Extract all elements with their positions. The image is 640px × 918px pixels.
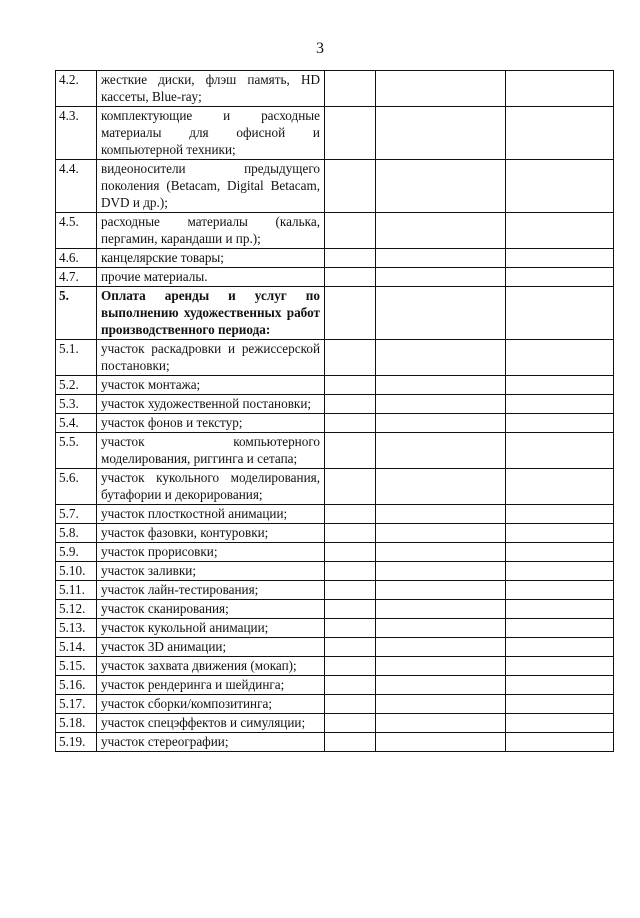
amount-cell-c xyxy=(506,107,614,160)
amount-cell-b xyxy=(376,71,506,107)
amount-cell-b xyxy=(376,287,506,340)
row-description: участок рендеринга и шейдинга; xyxy=(97,676,325,695)
table-row xyxy=(56,581,614,600)
amount-cell-c xyxy=(506,581,614,600)
amount-cell-a xyxy=(325,414,376,433)
row-number: 5.19. xyxy=(56,733,97,752)
row-description: участок захвата движения (мокап); xyxy=(97,657,325,676)
amount-cell-b xyxy=(376,543,506,562)
row-description: участок 3D анимации; xyxy=(97,638,325,657)
amount-cell-a xyxy=(325,395,376,414)
table-row xyxy=(56,714,614,733)
row-number: 4.3. xyxy=(56,107,97,160)
table-row xyxy=(56,414,614,433)
row-number: 5.7. xyxy=(56,505,97,524)
table-row xyxy=(56,524,614,543)
amount-cell-c xyxy=(506,562,614,581)
row-description: участок сканирования; xyxy=(97,600,325,619)
amount-cell-c xyxy=(506,714,614,733)
row-number: 4.5. xyxy=(56,213,97,249)
row-number: 5.14. xyxy=(56,638,97,657)
amount-cell-b xyxy=(376,600,506,619)
amount-cell-b xyxy=(376,213,506,249)
amount-cell-c xyxy=(506,733,614,752)
amount-cell-c xyxy=(506,469,614,505)
row-description: прочие материалы. xyxy=(97,268,325,287)
row-number: 5.2. xyxy=(56,376,97,395)
amount-cell-a xyxy=(325,160,376,213)
table-row xyxy=(56,433,614,469)
table-row xyxy=(56,107,614,160)
row-description: участок кукольного моделирования, бутафории и декорирования; xyxy=(97,469,325,505)
row-description: участок художественной постановки; xyxy=(97,395,325,414)
row-description: канцелярские товары; xyxy=(97,249,325,268)
row-description: участок фазовки, контуровки; xyxy=(97,524,325,543)
amount-cell-a xyxy=(325,543,376,562)
amount-cell-a xyxy=(325,562,376,581)
table-row xyxy=(56,562,614,581)
table-row xyxy=(56,600,614,619)
amount-cell-a xyxy=(325,505,376,524)
amount-cell-c xyxy=(506,71,614,107)
amount-cell-c xyxy=(506,657,614,676)
amount-cell-b xyxy=(376,581,506,600)
amount-cell-a xyxy=(325,376,376,395)
row-description: Оплата аренды и услуг по выполнению художественных работ производственного периода: xyxy=(97,287,325,340)
row-description: участок фонов и текстур; xyxy=(97,414,325,433)
amount-cell-c xyxy=(506,543,614,562)
amount-cell-a xyxy=(325,619,376,638)
row-description: участок лайн-тестирования; xyxy=(97,581,325,600)
row-number: 5.12. xyxy=(56,600,97,619)
amount-cell-a xyxy=(325,676,376,695)
row-number: 5.15. xyxy=(56,657,97,676)
row-description: участок раскадровки и режиссерской постановки; xyxy=(97,340,325,376)
table-body xyxy=(56,71,614,752)
amount-cell-a xyxy=(325,433,376,469)
row-number: 5.18. xyxy=(56,714,97,733)
table-row xyxy=(56,676,614,695)
amount-cell-c xyxy=(506,524,614,543)
amount-cell-b xyxy=(376,340,506,376)
row-number: 5.9. xyxy=(56,543,97,562)
table-row xyxy=(56,160,614,213)
row-number: 5.6. xyxy=(56,469,97,505)
row-number: 5.8. xyxy=(56,524,97,543)
row-number: 5.3. xyxy=(56,395,97,414)
row-description: расходные материалы (калька, пергамин, карандаши и пр.); xyxy=(97,213,325,249)
row-number: 5.1. xyxy=(56,340,97,376)
table-row xyxy=(56,268,614,287)
row-number: 5.17. xyxy=(56,695,97,714)
row-description: участок прорисовки; xyxy=(97,543,325,562)
amount-cell-c xyxy=(506,600,614,619)
amount-cell-b xyxy=(376,249,506,268)
table-row xyxy=(56,71,614,107)
amount-cell-b xyxy=(376,695,506,714)
row-number: 4.6. xyxy=(56,249,97,268)
amount-cell-a xyxy=(325,657,376,676)
table-row xyxy=(56,505,614,524)
row-description: участок заливки; xyxy=(97,562,325,581)
amount-cell-b xyxy=(376,433,506,469)
amount-cell-a xyxy=(325,213,376,249)
amount-cell-b xyxy=(376,619,506,638)
amount-cell-c xyxy=(506,695,614,714)
page-number: 3 xyxy=(316,40,324,57)
row-description: участок плосткостной анимации; xyxy=(97,505,325,524)
amount-cell-c xyxy=(506,676,614,695)
amount-cell-a xyxy=(325,71,376,107)
amount-cell-a xyxy=(325,714,376,733)
table-row xyxy=(56,213,614,249)
table-row xyxy=(56,695,614,714)
amount-cell-b xyxy=(376,160,506,213)
amount-cell-c xyxy=(506,340,614,376)
table-row xyxy=(56,733,614,752)
row-number: 4.7. xyxy=(56,268,97,287)
amount-cell-b xyxy=(376,714,506,733)
amount-cell-c xyxy=(506,433,614,469)
amount-cell-a xyxy=(325,268,376,287)
table-row xyxy=(56,469,614,505)
amount-cell-b xyxy=(376,268,506,287)
table-row xyxy=(56,657,614,676)
amount-cell-c xyxy=(506,414,614,433)
amount-cell-b xyxy=(376,562,506,581)
budget-table xyxy=(55,70,614,752)
row-description: комплектующие и расходные материалы для офисной и компьютерной техники; xyxy=(97,107,325,160)
amount-cell-c xyxy=(506,638,614,657)
amount-cell-a xyxy=(325,287,376,340)
row-number: 5.13. xyxy=(56,619,97,638)
amount-cell-b xyxy=(376,376,506,395)
row-number: 4.2. xyxy=(56,71,97,107)
amount-cell-c xyxy=(506,268,614,287)
amount-cell-b xyxy=(376,505,506,524)
row-description: участок кукольной анимации; xyxy=(97,619,325,638)
amount-cell-a xyxy=(325,600,376,619)
row-description: участок монтажа; xyxy=(97,376,325,395)
amount-cell-a xyxy=(325,733,376,752)
amount-cell-b xyxy=(376,469,506,505)
amount-cell-a xyxy=(325,524,376,543)
amount-cell-a xyxy=(325,469,376,505)
row-number: 5.5. xyxy=(56,433,97,469)
table-row xyxy=(56,395,614,414)
table-row xyxy=(56,376,614,395)
amount-cell-c xyxy=(506,619,614,638)
amount-cell-c xyxy=(506,160,614,213)
table-row xyxy=(56,249,614,268)
amount-cell-c xyxy=(506,505,614,524)
amount-cell-b xyxy=(376,676,506,695)
amount-cell-c xyxy=(506,395,614,414)
amount-cell-a xyxy=(325,638,376,657)
row-number: 5.4. xyxy=(56,414,97,433)
row-description: участок компьютерного моделирования, риггинга и сетапа; xyxy=(97,433,325,469)
row-number: 5.11. xyxy=(56,581,97,600)
amount-cell-a xyxy=(325,107,376,160)
row-number: 5.10. xyxy=(56,562,97,581)
row-number: 4.4. xyxy=(56,160,97,213)
amount-cell-b xyxy=(376,733,506,752)
amount-cell-a xyxy=(325,695,376,714)
amount-cell-c xyxy=(506,376,614,395)
amount-cell-b xyxy=(376,657,506,676)
row-description: жесткие диски, флэш память, HD кассеты, Blue-ray; xyxy=(97,71,325,107)
table-row xyxy=(56,543,614,562)
section-row xyxy=(56,287,614,340)
amount-cell-a xyxy=(325,581,376,600)
amount-cell-b xyxy=(376,414,506,433)
row-description: участок спецэффектов и симуляции; xyxy=(97,714,325,733)
amount-cell-a xyxy=(325,249,376,268)
row-description: участок сборки/композитинга; xyxy=(97,695,325,714)
table-row xyxy=(56,340,614,376)
amount-cell-c xyxy=(506,287,614,340)
row-description: видеоносители предыдущего поколения (Betacam, Digital Betacam, DVD и др.); xyxy=(97,160,325,213)
table-row xyxy=(56,619,614,638)
row-number: 5.16. xyxy=(56,676,97,695)
amount-cell-b xyxy=(376,524,506,543)
amount-cell-c xyxy=(506,249,614,268)
row-number: 5. xyxy=(56,287,97,340)
row-description: участок стереографии; xyxy=(97,733,325,752)
amount-cell-b xyxy=(376,638,506,657)
table-row xyxy=(56,638,614,657)
amount-cell-b xyxy=(376,107,506,160)
amount-cell-c xyxy=(506,213,614,249)
amount-cell-b xyxy=(376,395,506,414)
amount-cell-a xyxy=(325,340,376,376)
